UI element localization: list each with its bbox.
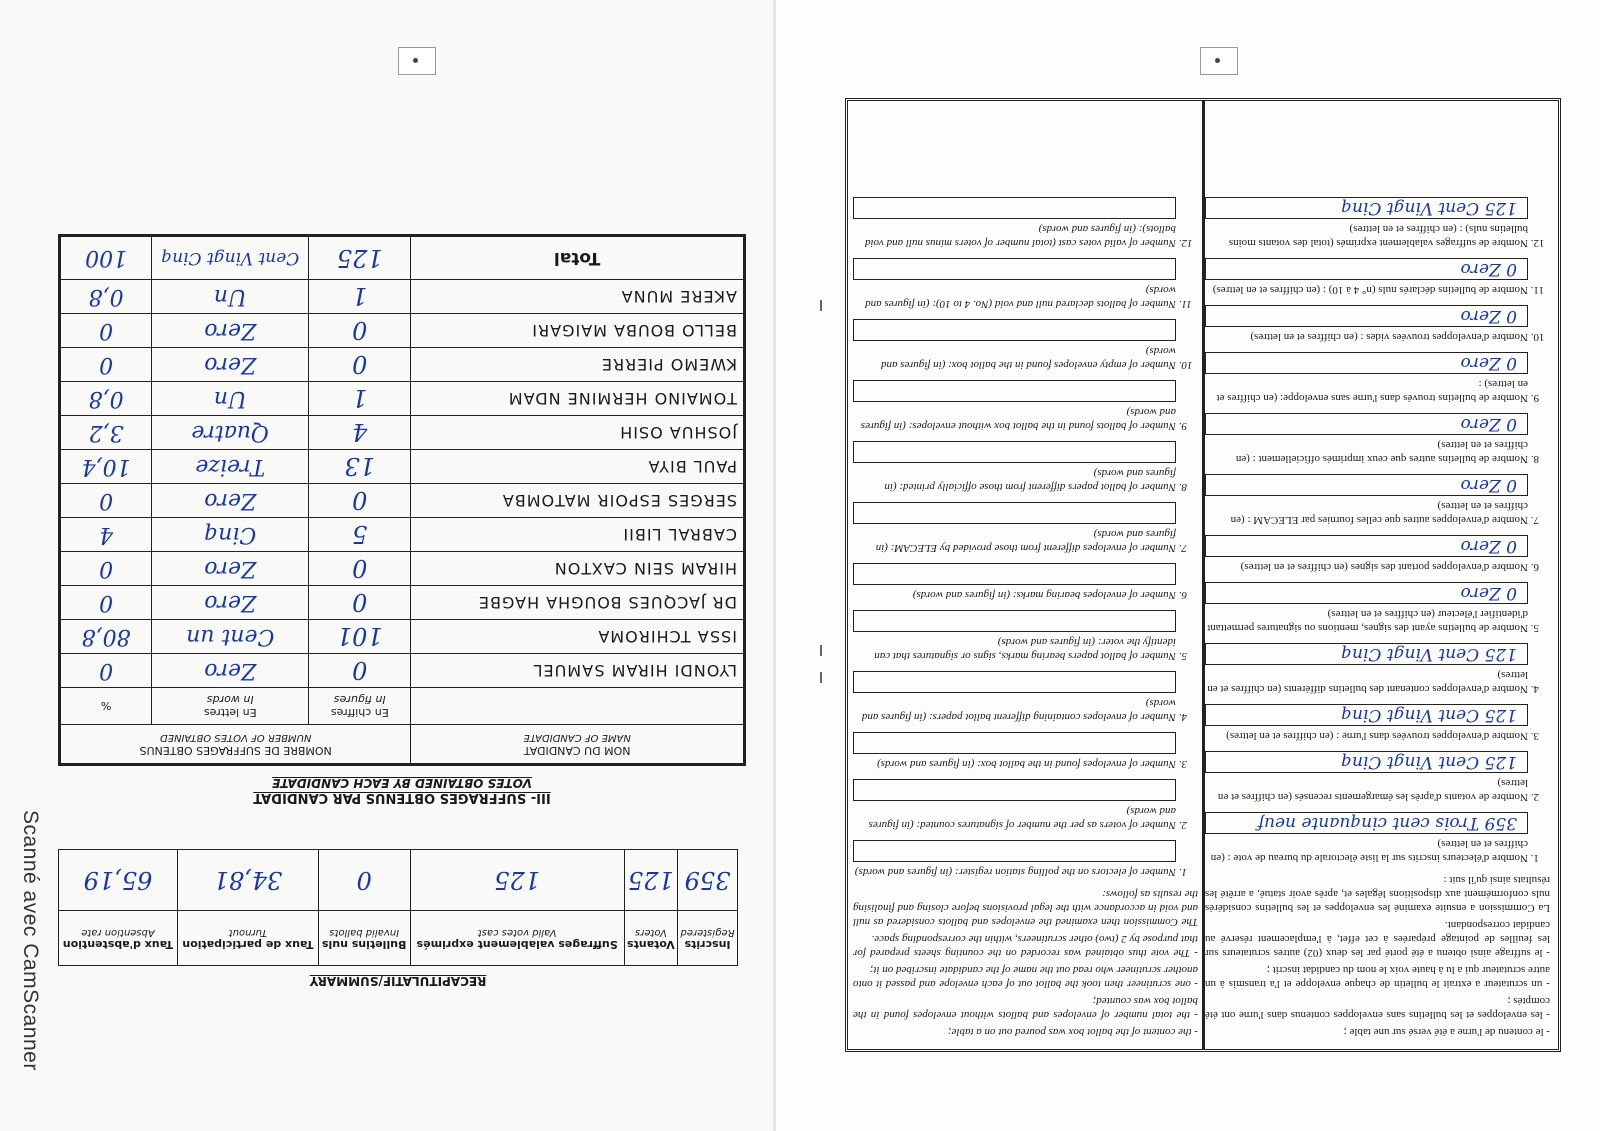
col-figures-en: In figures <box>333 693 386 706</box>
candidate-votes-figures: 0 <box>309 314 411 348</box>
col-figures-fr: En chiffres <box>330 706 389 719</box>
candidate-votes-words: Zero <box>152 484 309 518</box>
candidate-name: BELLO BOUBA MAIGARI <box>411 314 745 348</box>
candidate-percent: 4 <box>60 518 152 552</box>
report-item-value-box <box>853 197 1176 219</box>
report-item-label: 11. Number of ballots declared null and void (No. 4 to 10): (in figures and words) <box>865 284 1176 310</box>
candidate-votes-figures: 13 <box>309 450 411 484</box>
candidate-row <box>60 586 745 620</box>
report-item-label: 7. Number of envelopes different from those provided by ELECAM: (in figures and words) <box>875 528 1176 554</box>
summary-col-value: 359 <box>678 850 738 911</box>
candidate-row <box>60 382 745 416</box>
candidate-percent: 0,8 <box>60 382 152 416</box>
col-votes-obtained <box>60 725 411 765</box>
report-item <box>853 197 1176 250</box>
candidate-row <box>60 484 745 518</box>
report-item-label: 2. Nombre de votants d'après les émargements recensés (en chiffres et en lettres) <box>1217 777 1528 803</box>
candidate-percent: 0 <box>60 348 152 382</box>
col-words <box>152 688 309 725</box>
report-item <box>1205 305 1528 344</box>
report-frame <box>845 98 1561 1052</box>
report-intro-paragraph: La Commission a ensuite examiné les enveloppes et les bulletins considérés nuls conformément aux dispositions légales et, après avoir statué, a arrêté les résultats ainsi qu'il suit : <box>1205 874 1550 914</box>
report-item <box>1205 474 1528 527</box>
candidate-percent: 10,4 <box>60 450 152 484</box>
summary-col-header <box>624 911 677 966</box>
total-figures: 125 <box>309 236 411 280</box>
summary-col-value: 65,19 <box>59 850 178 911</box>
report-intro-en <box>853 887 1198 1039</box>
candidate-votes-words: Zero <box>152 586 309 620</box>
candidate-name: HIRAM SEIN CAXTON <box>411 552 745 586</box>
report-item-label: 4. Nombre d'enveloppes contenant des bulletins différents (en chiffres et en lettres) <box>1207 669 1528 695</box>
report-item <box>1205 413 1528 466</box>
report-item-value-box <box>853 732 1176 754</box>
total-percent: 100 <box>60 236 152 280</box>
col-votes-en: NUMBER OF VOTES OBTAINED <box>159 732 312 743</box>
report-item-value-box <box>853 258 1176 280</box>
votes-section-subtitle: VOTES OBTAINED BY EACH CANDIDATE <box>272 776 532 790</box>
report-item-value-box: 359 Trois cent cinquante neuf <box>1205 812 1528 834</box>
report-column-fr <box>1205 111 1550 1039</box>
candidate-votes-figures: 0 <box>309 348 411 382</box>
report-item-value-box: 125 Cent Vingt Cinq <box>1205 751 1528 773</box>
page-fold <box>773 0 776 1131</box>
summary-col-label-en: Invalid ballots <box>329 927 400 938</box>
margin-mark <box>820 300 822 311</box>
col-words-fr: En lettres <box>203 706 257 719</box>
summary-col-value: 34,81 <box>177 850 318 911</box>
candidate-votes-words: Un <box>152 280 309 314</box>
report-item-value-box <box>853 563 1176 585</box>
report-intro-paragraph: - le suffrage ainsi obtenu a été porté par les deux (02) autres scrutateurs sur les feuilles de pointage préparées à cet effet, à l'emplacement réservé au candidat correspondant. <box>1205 919 1550 959</box>
report-item <box>1205 643 1528 696</box>
page-stamp-icon <box>1200 47 1238 75</box>
candidate-row <box>60 416 745 450</box>
report-intro-paragraph: - les enveloppes et les bulletins sans enveloppes contenus dans l'urne ont été comptés ; <box>1205 995 1550 1021</box>
candidate-percent: 0,8 <box>60 280 152 314</box>
candidate-percent: 0 <box>60 552 152 586</box>
candidate-row <box>60 552 745 586</box>
report-item-value-box <box>853 441 1176 463</box>
summary-col-label-fr: Votants <box>627 938 675 951</box>
candidate-name: JOSHUA OSIH <box>411 416 745 450</box>
votes-section-title: III- SUFFRAGES OBTENUS PAR CANDIDAT <box>253 790 551 805</box>
report-item-value-box <box>853 319 1176 341</box>
report-item-label: 1. Number of electors on the polling station register: (in figures and words) <box>854 866 1176 878</box>
candidate-votes-words: Cent un <box>152 620 309 654</box>
candidate-votes-figures: 0 <box>309 484 411 518</box>
summary-col-label-en: Turnout <box>228 927 268 938</box>
report-item <box>853 671 1176 724</box>
summary-col-header <box>177 911 318 966</box>
report-intro-paragraph: - le contenu de l'urne a été versé sur une table ; <box>1343 1026 1550 1038</box>
candidate-name: AKERE MUNA <box>411 280 745 314</box>
report-item-value-box <box>853 380 1176 402</box>
candidate-percent: 0 <box>60 654 152 688</box>
report-item <box>1205 258 1528 297</box>
report-intro-paragraph: The Commission then examined the envelopes and ballots considered as null and void in accordance with the legal provisions before closing and finalising the results as follows: <box>853 888 1198 928</box>
candidate-name: CABRAL LIBII <box>411 518 745 552</box>
candidate-votes-figures: 1 <box>309 280 411 314</box>
summary-col-label-fr: Bulletins nuls <box>321 938 407 951</box>
report-intro-fr <box>1205 873 1550 1039</box>
candidate-row <box>60 314 745 348</box>
col-words-en: In words <box>206 693 254 706</box>
column-divider <box>1202 101 1205 1049</box>
summary-col-value: 0 <box>318 850 410 911</box>
candidate-votes-figures: 0 <box>309 586 411 620</box>
report-item-value-box: 0 Zero <box>1205 413 1528 435</box>
candidate-row <box>60 450 745 484</box>
report-item <box>853 779 1176 832</box>
blank-cell <box>411 688 745 725</box>
candidate-votes-words: Zero <box>152 552 309 586</box>
report-item-label: 10. Nombre d'enveloppes trouvées vides : (en chiffres et en lettres) <box>1250 331 1528 343</box>
scanner-watermark: Scanné avec CamScanner <box>19 810 42 1071</box>
page-stamp-icon <box>398 47 436 75</box>
report-item <box>1205 352 1528 405</box>
col-percent: % <box>60 688 152 725</box>
candidate-votes-figures: 4 <box>309 416 411 450</box>
report-item <box>1205 582 1528 635</box>
col-figures <box>309 688 411 725</box>
report-item <box>853 840 1176 879</box>
report-intro-paragraph: - The vote thus obtained was recorded on the counting sheets prepared for that purpose by 2 (two) other scrutineers, within the corresponding space. <box>853 933 1198 959</box>
candidate-name: ISSA TCHIROMA <box>411 620 745 654</box>
report-item <box>853 563 1176 602</box>
candidate-percent: 0 <box>60 484 152 518</box>
col-votes-fr: NOMBRE DE SUFFRAGES OBTENUS <box>139 744 332 757</box>
report-item-label: 3. Number of envelopes found in the ballot box: (in figures and words) <box>877 758 1176 770</box>
votes-section <box>58 155 746 805</box>
report-item-value-box: 125 Cent Vingt Cinq <box>1205 643 1528 665</box>
candidate-row <box>60 620 745 654</box>
candidate-votes-words: Un <box>152 382 309 416</box>
report-item-value-box: 125 Cent Vingt Cinq <box>1205 704 1528 726</box>
report-column-en <box>853 111 1198 1039</box>
candidate-name: KWEMO PIERRE <box>411 348 745 382</box>
summary-col-label-en: Absention rate <box>81 927 155 938</box>
summary-col-header <box>410 911 624 966</box>
report-item-value-box: 0 Zero <box>1205 535 1528 557</box>
candidate-votes-words: Quatre <box>152 416 309 450</box>
candidate-percent: 3,2 <box>60 416 152 450</box>
summary-col-value: 125 <box>410 850 624 911</box>
col-candidate-name-fr: NOM DU CANDIDAT <box>523 744 631 757</box>
report-item-label: 6. Nombre d'enveloppes portant des signes (en chiffres et en lettres) <box>1240 561 1528 573</box>
summary-col-header <box>318 911 410 966</box>
candidate-votes-words: Zero <box>152 348 309 382</box>
report-item <box>1205 197 1528 250</box>
report-item-value-box: 0 Zero <box>1205 352 1528 374</box>
report-item-label: 2. Number of voters as per the number of signatures counted: (in figures and words) <box>868 805 1176 831</box>
report-item-value-box <box>853 610 1176 632</box>
report-intro-paragraph: - the total number of envelopes and ballots without envelopes found in the ballot box was counted; <box>853 995 1198 1021</box>
candidate-row <box>60 348 745 382</box>
total-label: Total <box>411 236 745 280</box>
candidate-row <box>60 654 745 688</box>
summary-col-header <box>678 911 738 966</box>
candidate-votes-figures: 5 <box>309 518 411 552</box>
candidate-percent: 80,8 <box>60 620 152 654</box>
votes-table <box>58 234 746 766</box>
candidate-votes-words: Cinq <box>152 518 309 552</box>
report-item-label: 9. Number of ballots found in the ballot box without envelopes: (in figures and words) <box>860 406 1176 432</box>
report-item <box>1205 535 1528 574</box>
summary-col-label-fr: Inscrits <box>684 938 731 951</box>
candidate-name: DR JACQUES BOUGHA HAGBE <box>411 586 745 620</box>
candidate-name: PAUL BIYA <box>411 450 745 484</box>
report-item-label: 10. Number of empty envelopes found in the ballot box: (in figures and words) <box>880 345 1176 371</box>
report-item <box>853 380 1176 433</box>
report-item-value-box: 0 Zero <box>1205 474 1528 496</box>
report-item-label: 12. Number of valid votes cast (total number of voters minus null and void ballots): (in figures and words) <box>864 223 1176 249</box>
report-item-label: 4. Number of envelopes containing different ballot papers: (in figures and words) <box>861 697 1176 723</box>
col-candidate-name <box>411 725 745 765</box>
candidate-votes-words: Zero <box>152 314 309 348</box>
candidate-name: TOMAINO HERMINE NDAM <box>411 382 745 416</box>
report-intro-paragraph: - the content of the ballot box was poured out on a table; <box>947 1026 1198 1038</box>
candidate-votes-figures: 101 <box>309 620 411 654</box>
report-item <box>853 502 1176 555</box>
report-item-value-box: 0 Zero <box>1205 258 1528 280</box>
summary-col-label-fr: Taux de participation <box>182 938 314 951</box>
report-item <box>853 732 1176 771</box>
candidate-percent: 0 <box>60 314 152 348</box>
report-item <box>1205 751 1528 804</box>
report-item-label: 11. Nombre de bulletins déclarés nuls (n° 4 à 10) : (en chiffres et en lettres) <box>1212 284 1528 296</box>
report-item-value-box <box>853 502 1176 524</box>
summary-table <box>58 849 738 966</box>
report-item <box>853 441 1176 494</box>
report-item-label: 7. Nombre d'enveloppes autres que celles fournies par ELECAM : (en chiffres et en lettres) <box>1230 500 1528 526</box>
col-candidate-name-en: NAME OF CANDIDATE <box>523 732 631 743</box>
report-intro-paragraph: - one scrutineer then took the ballot out of each envelope and passed it onto another scrutineer who read out the name of the candidate inscribed on it; <box>853 964 1198 990</box>
report-item-value-box <box>853 671 1176 693</box>
report-item-value-box <box>853 840 1176 862</box>
summary-col-value: 125 <box>624 850 677 911</box>
candidate-name: SERGES ESPOIR MATOMBA <box>411 484 745 518</box>
candidate-votes-figures: 0 <box>309 552 411 586</box>
candidate-row <box>60 280 745 314</box>
summary-col-label-en: Voters <box>635 927 667 938</box>
report-item-value-box: 0 Zero <box>1205 305 1528 327</box>
report-item-value-box: 0 Zero <box>1205 582 1528 604</box>
summary-col-label-fr: Suffrages valablement exprimés <box>416 938 618 951</box>
report-items-fr <box>1205 197 1550 865</box>
candidate-votes-figures: 0 <box>309 654 411 688</box>
candidate-votes-figures: 1 <box>309 382 411 416</box>
margin-mark <box>820 645 822 656</box>
report-item-label: 8. Nombre de bulletins autres que ceux imprimés officiellement : (en chiffres et en lettres) <box>1235 439 1528 465</box>
summary-section <box>58 838 738 988</box>
report-item-value-box: 125 Cent Vingt Cinq <box>1205 197 1528 219</box>
report-item-label: 9. Nombre de bulletins trouvés dans l'urne sans enveloppe: (en chiffres et en lettres) : <box>1216 378 1528 404</box>
margin-mark <box>820 672 822 683</box>
report-item-label: 8. Number of ballot papers different from those officially printed: (in figures and words) <box>884 467 1176 493</box>
report-intro-paragraph: - un scrutateur a extrait le bulletin de chaque enveloppe et l'a transmis à un autre scrutateur qui a lu à haute voix le nom du candidat inscrit ; <box>1205 964 1550 990</box>
report-item <box>853 319 1176 372</box>
candidate-votes-words: Treize <box>152 450 309 484</box>
report-item <box>853 610 1176 663</box>
summary-col-label-en: Registered <box>680 927 735 938</box>
summary-col-header <box>59 911 178 966</box>
report-item <box>1205 704 1528 743</box>
candidate-percent: 0 <box>60 586 152 620</box>
summary-title: RECAPITULATIF/SUMMARY <box>309 974 487 988</box>
candidate-name: LYONDI HIRAM SAMUEL <box>411 654 745 688</box>
report-items-en <box>853 197 1198 879</box>
candidate-row <box>60 518 745 552</box>
report-item-label: 3. Nombre d'enveloppes trouvées dans l'urne : (en chiffres et en lettres) <box>1226 730 1528 742</box>
total-words: Cent Vingt Cinq <box>152 236 309 280</box>
report-item-label: 1. Nombre d'électeurs inscrits sur la liste électorale du bureau de vote : (en chiffres et en lettres) <box>1210 838 1528 864</box>
report-item-label: 6. Number of envelopes bearing marks: (in figures and words) <box>912 589 1176 601</box>
report-item <box>1205 812 1528 865</box>
summary-col-label-en: Valid votes cast <box>477 927 557 938</box>
report-item-value-box <box>853 779 1176 801</box>
report-item-label: 12. Nombre de suffrages valablement exprimés (total des votants moins bulletins nuls) : (en chiffres et en lettres) <box>1228 223 1528 249</box>
report-item-label: 5. Number of ballot papers bearing marks, signs or signatures that can identify the voter: (in figures and words) <box>874 636 1176 662</box>
candidate-votes-words: Zero <box>152 654 309 688</box>
summary-col-label-fr: Taux d'abstention <box>62 938 174 951</box>
report-item <box>853 258 1176 311</box>
report-item-label: 5. Nombre de bulletins ayant des signes, mentions ou signatures permettant d'identifier l'électeur (en chiffres et en lettres) <box>1207 608 1528 634</box>
